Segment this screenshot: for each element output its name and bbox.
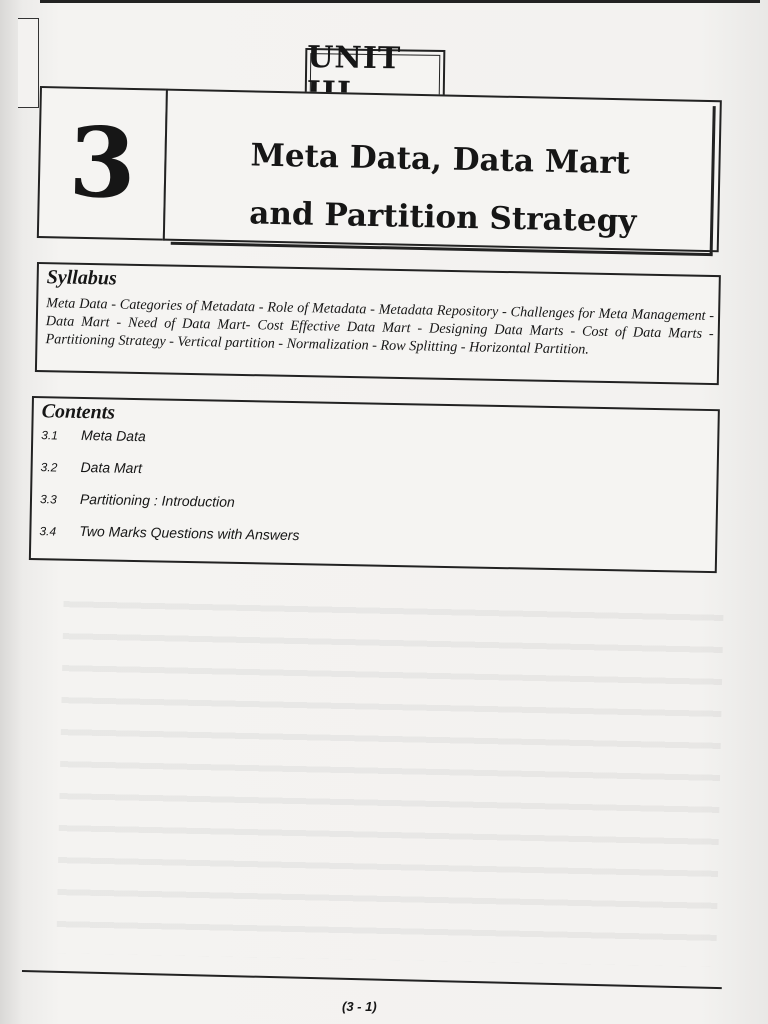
- contents-item-number: 3.4: [39, 524, 57, 539]
- contents-item-label: Partitioning : Introduction: [79, 490, 235, 510]
- contents-item-label: Two Marks Questions with Answers: [79, 522, 300, 544]
- contents-list: [39, 426, 301, 559]
- bottom-rule: [22, 970, 722, 989]
- syllabus-text: Meta Data - Categories of Metadata - Role of Metadata - Metadata Repository - Challenges for Meta Management - Data Mart - Need of Data Mart- Cost Effective Data Mart - Designing Data Marts - Cost of Data Marts - Partitioning Strategy - Vertical partition - Normalization - Row Splitting - Horizontal Partition.: [45, 295, 715, 358]
- contents-item-label: Data Mart: [80, 458, 143, 477]
- contents-section: [29, 396, 720, 573]
- contents-item-label: Meta Data: [80, 426, 146, 445]
- chapter-title-line-2: and Partition Strategy: [249, 195, 637, 240]
- syllabus-heading: Syllabus: [46, 266, 117, 290]
- contents-heading: Contents: [41, 400, 116, 424]
- page-side-tab: [18, 18, 39, 108]
- top-rule: [40, 0, 760, 3]
- chapter-number: 3: [67, 105, 137, 221]
- contents-item: [40, 490, 301, 527]
- chapter-header: [36, 86, 724, 284]
- contents-item: [40, 458, 301, 495]
- chapter-number-box: [37, 86, 168, 241]
- contents-item: [39, 522, 300, 559]
- contents-item: [41, 426, 302, 463]
- bleed-through-text: [56, 583, 724, 967]
- contents-item-number: 3.3: [39, 492, 57, 507]
- chapter-title-line-1: Meta Data, Data Mart: [250, 137, 631, 182]
- unit-label: UNIT: [307, 40, 402, 77]
- page-binding-edge: [0, 0, 22, 1024]
- contents-item-number: 3.1: [41, 428, 59, 443]
- syllabus-section: [35, 262, 721, 385]
- contents-item-number: 3.2: [40, 460, 58, 475]
- page-number: (3 - 1): [342, 999, 377, 1014]
- chapter-title: [249, 126, 638, 250]
- chapter-title-box: [163, 89, 722, 253]
